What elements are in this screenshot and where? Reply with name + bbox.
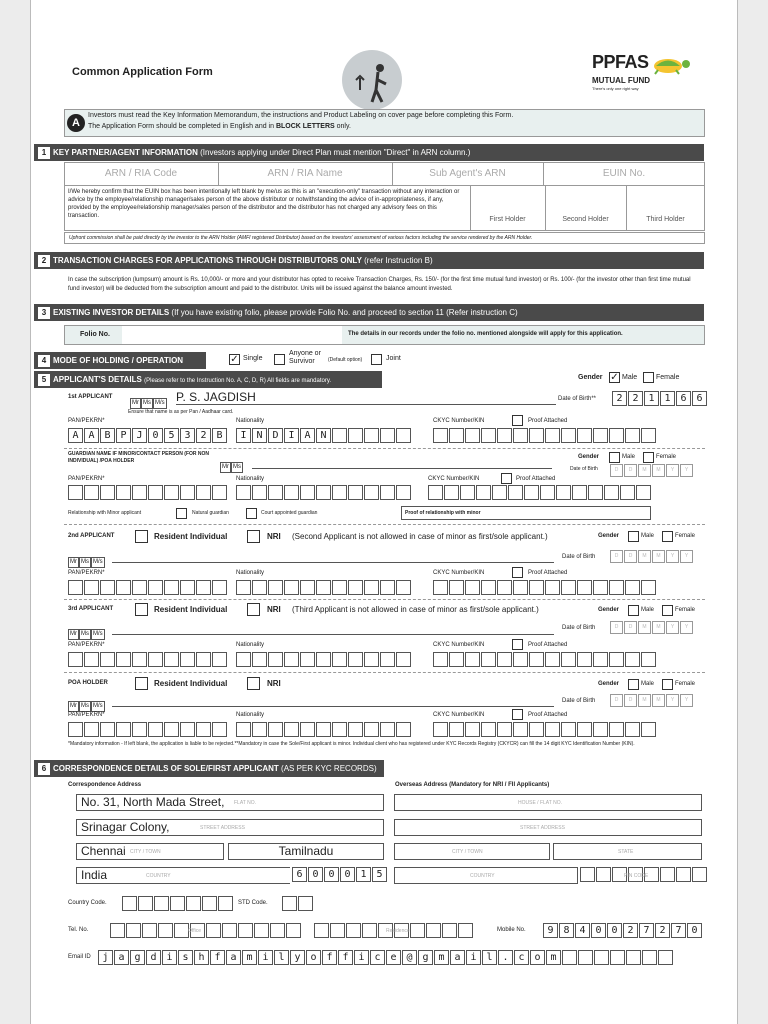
male-label: Male <box>622 374 638 381</box>
second-female-label: Female <box>675 533 696 539</box>
ensure-name-note: Ensure that name is as per Pan / Aadhaar card. <box>128 409 234 415</box>
third-resident-checkbox[interactable] <box>135 603 148 616</box>
overseas-country-placeholder: COUNTRY <box>470 873 495 879</box>
logo-tagline: There's only one right way <box>592 86 639 91</box>
second-ckyc-boxes[interactable] <box>433 580 657 595</box>
dob-label: Date of Birth** <box>558 396 597 402</box>
third-ckyc-boxes[interactable] <box>433 652 657 667</box>
arn-name-field[interactable]: ARN / RIA Name <box>267 168 343 179</box>
guardian-dob-boxes[interactable]: D D M M Y Y <box>610 464 694 477</box>
anyone-survivor-label: Anyone or Survivor <box>289 350 321 365</box>
address-line-1[interactable]: No. 31, North Mada Street, <box>76 794 384 811</box>
nationality-boxes[interactable]: I N D I A N <box>236 428 412 443</box>
correspondence-address-label: Correspondence Address <box>68 782 142 788</box>
male-checkbox[interactable]: ✓ <box>610 372 619 383</box>
second-pan-label: PAN/PEKRN* <box>68 570 105 576</box>
poa-name-line[interactable] <box>112 706 554 707</box>
second-proof-label: Proof Attached <box>528 570 568 576</box>
section-4-header: 4 MODE OF HOLDING / OPERATION <box>34 352 206 369</box>
poa-nri-checkbox[interactable] <box>247 677 260 690</box>
nationality-label: Nationality <box>236 418 265 424</box>
third-female-label: Female <box>675 607 696 613</box>
second-applicant-label: 2nd APPLICANT <box>68 533 115 539</box>
poa-nationality-boxes[interactable] <box>236 722 412 737</box>
natural-guardian-checkbox[interactable] <box>176 508 187 519</box>
poa-proof-checkbox[interactable] <box>512 709 523 720</box>
female-label: Female <box>656 374 680 381</box>
third-dob-label: Date of Birth <box>562 625 596 631</box>
arn-code-field[interactable]: ARN / RIA Code <box>104 168 178 179</box>
third-male-checkbox[interactable] <box>628 605 639 616</box>
poa-proof-label: Proof Attached <box>528 712 568 718</box>
second-nationality-label: Nationality <box>236 570 265 576</box>
guardian-ckyc-label: CKYC Number/KIN <box>428 476 480 482</box>
turtle-logo-icon <box>646 55 696 75</box>
pan-boxes[interactable]: A A B P J 0 5 3 2 B <box>68 428 228 443</box>
country-code-label: Country Code. <box>68 900 107 906</box>
section-6-header: 6 CORRESPONDENCE DETAILS OF SOLE/FIRST APPLICANT (AS PER KYC RECORDS) <box>34 760 384 777</box>
court-guardian-label: Court appointed guardian <box>261 510 318 516</box>
guardian-pan-label: PAN/PEKRN* <box>68 476 105 482</box>
poa-dob-boxes[interactable]: D D M M Y Y <box>610 694 694 707</box>
mandatory-footnote: *Mandatory information - If left blank, the application is liable to be rejected.**Mandatory in case the Sole/First applicant is minor. Individual client who has registered under KYC Records Registry (CKYCR) can fill the 14 digit KYC Identification Number (KIN). <box>68 741 635 747</box>
guardian-male-label: Male <box>622 454 636 460</box>
folio-label: Folio No. <box>80 331 110 338</box>
second-holder-sign[interactable]: Second Holder <box>562 216 609 223</box>
second-gender-label: Gender <box>598 533 620 539</box>
second-proof-checkbox[interactable] <box>512 567 523 578</box>
country-placeholder: COUNTRY <box>146 873 171 879</box>
address-line-2[interactable]: Srinagar Colony, <box>76 819 384 836</box>
guardian-label: GUARDIAN NAME IF MINOR/CONTACT PERSON (FOR NON INDIVIDUAL) /POA HOLDER <box>68 451 210 464</box>
folio-note: The details in our records under the folio no. mentioned alongside will apply for this application. <box>348 331 623 337</box>
mobile-boxes[interactable]: 9 8 4 0 0 2 7 2 7 0 <box>543 923 703 938</box>
joint-checkbox[interactable] <box>371 354 382 365</box>
guardian-title-selector[interactable]: Mr Ms <box>220 455 243 473</box>
country-field[interactable]: India <box>76 867 290 884</box>
std-code-boxes[interactable] <box>282 896 314 911</box>
poa-pan-boxes[interactable] <box>68 722 228 737</box>
ckyc-label: CKYC Number/KIN <box>433 418 485 424</box>
guardian-male-checkbox[interactable] <box>609 452 620 463</box>
dob-boxes[interactable]: 2 2 1 1 6 6 <box>612 391 708 406</box>
poa-nationality-label: Nationality <box>236 712 265 718</box>
first-applicant-name[interactable]: P. S. JAGDISH <box>176 390 556 405</box>
single-label: Single <box>243 355 263 362</box>
natural-guardian-label: Natural guardian <box>192 510 229 516</box>
overseas-city-placeholder: CITY / TOWN <box>452 849 483 855</box>
second-resident-checkbox[interactable] <box>135 530 148 543</box>
overseas-address-label: Overseas Address (Mandatory for NRI / FII Applicants) <box>395 782 550 788</box>
poa-dob-label: Date of Birth <box>562 698 596 704</box>
first-applicant-label: 1st APPLICANT <box>68 394 113 400</box>
third-gender-label: Gender <box>598 607 620 613</box>
sub-agent-arn-field[interactable]: Sub Agent's ARN <box>429 168 506 179</box>
section-2-header: 2 TRANSACTION CHARGES FOR APPLICATIONS THROUGH DISTRIBUTORS ONLY (refer Instruction B) <box>34 252 704 269</box>
third-proof-label: Proof Attached <box>528 642 568 648</box>
info-line-1: Investors must read the Key Information Memorandum, the instructions and Product Labeling on cover page before completing this Form. <box>88 112 514 119</box>
third-nri-label: NRI <box>267 605 281 614</box>
second-dob-boxes[interactable]: D D M M Y Y <box>610 550 694 563</box>
third-note: (Third Applicant is not allowed in case of minor as first/sole applicant.) <box>292 605 539 614</box>
overseas-state-placeholder: STATE <box>618 849 634 855</box>
poa-resident-label: Resident Individual <box>154 679 228 688</box>
second-ckyc-label: CKYC Number/KIN <box>433 570 485 576</box>
joint-label: Joint <box>386 355 401 362</box>
guardian-name-line[interactable] <box>252 468 552 469</box>
poa-nri-label: NRI <box>267 679 281 688</box>
guardian-pan-boxes[interactable] <box>68 485 228 500</box>
second-note: (Second Applicant is not allowed in case of minor as first/sole applicant.) <box>292 532 548 541</box>
upfront-commission-note: Upfront commission shall be paid directly by the investor to the ARN Holder (AMFI registered Distributor) based on the investors' assessment of various factors including the service rendered by the ARN Holder. <box>64 232 705 244</box>
euin-declaration-text: I/We hereby confirm that the EUIN box has been intentionally left blank by me/us as this is an "execution-only" transaction without any interaction or advice by the employee/relationship manager/sales person of the above distributor or notwithstanding the advice of in-appropriateness, if any, provided by the employee/relationship manager/sales person of the distributor and the distributor has not charged any advisory fees on this transaction. <box>68 189 460 219</box>
poa-pan-label: PAN/PEKRN* <box>68 712 105 718</box>
residence-placeholder: Residence <box>386 928 410 934</box>
second-nri-label: NRI <box>267 532 281 541</box>
poa-holder-label: POA HOLDER <box>68 680 108 686</box>
section-5-header: 5 APPLICANT'S DETAILS (Please refer to the Instruction No. A, C, D, R) All fields are mandatory. <box>34 371 382 388</box>
third-dob-boxes[interactable]: D D M M Y Y <box>610 621 694 634</box>
second-nationality-boxes[interactable] <box>236 580 412 595</box>
transaction-charges-text: In case the subscription (lumpsum) amount is Rs. 10,000/- or more and your distributor has opted to receive Transaction Charges, Rs. 150/- (for the first time mutual fund investor) or Rs. 100/- (for the investor other than first time mutual fund investor) will be deducted from the subscription amount and paid to the distributor. Units will be issued against the balance amount invested. <box>68 277 691 292</box>
section-3-header: 3 EXISTING INVESTOR DETAILS (If you have existing folio, please provide Folio No. and proceed to section 11 (Refer instruction C) <box>34 304 704 321</box>
proof-relationship-label: Proof of relationship with minor <box>405 510 481 516</box>
poa-male-checkbox[interactable] <box>628 679 639 690</box>
form-title: Common Application Form <box>72 66 213 78</box>
guardian-gender-label: Gender <box>578 454 600 460</box>
gender-label: Gender <box>578 374 603 381</box>
proof-attached-checkbox[interactable] <box>512 415 523 426</box>
third-ckyc-label: CKYC Number/KIN <box>433 642 485 648</box>
office-placeholder: Office <box>188 928 201 934</box>
second-title-selector[interactable]: Mr Ms M/s <box>68 550 105 568</box>
guardian-ckyc-boxes[interactable] <box>428 485 652 500</box>
poa-title-selector[interactable]: Mr Ms M/s <box>68 694 105 712</box>
second-nri-checkbox[interactable] <box>247 530 260 543</box>
state-field[interactable]: Tamilnadu <box>228 843 384 860</box>
email-boxes[interactable]: j a g d i s h f a m i l y o f f i c e @ g m a i l . c o m <box>98 950 674 965</box>
second-name-line[interactable] <box>112 562 554 563</box>
ckyc-boxes[interactable] <box>433 428 657 443</box>
default-option-note: (Default option) <box>328 357 363 363</box>
city-placeholder: CITY / TOWN <box>130 849 161 855</box>
second-male-label: Male <box>641 533 655 539</box>
tel-office-boxes[interactable] <box>110 923 302 938</box>
guardian-proof-label: Proof Attached <box>516 476 556 482</box>
poa-gender-label: Gender <box>598 681 620 687</box>
third-nationality-label: Nationality <box>236 642 265 648</box>
title-selector[interactable]: Mr Ms M/s <box>130 391 167 409</box>
ppfas-logo: PPFAS <box>592 52 649 72</box>
third-female-checkbox[interactable] <box>662 605 673 616</box>
house-flat-placeholder: HOUSE / FLAT NO. <box>518 800 562 806</box>
guardian-female-checkbox[interactable] <box>643 452 654 463</box>
poa-female-label: Female <box>675 681 696 687</box>
logo-subtitle: MUTUAL FUND <box>592 76 651 85</box>
poa-ckyc-boxes[interactable] <box>433 722 657 737</box>
third-nri-checkbox[interactable] <box>247 603 260 616</box>
pin-code-boxes[interactable]: 6 0 0 0 1 5 <box>292 867 388 882</box>
guardian-dob-label: Date of Birth <box>570 466 598 472</box>
second-dob-label: Date of Birth <box>562 554 596 560</box>
poa-ckyc-label: CKYC Number/KIN <box>433 712 485 718</box>
country-code-boxes[interactable] <box>122 896 234 911</box>
overseas-street-placeholder: STREET ADDRESS <box>520 825 565 831</box>
third-pan-boxes[interactable] <box>68 652 228 667</box>
second-pan-boxes[interactable] <box>68 580 228 595</box>
info-line-2: The Application Form should be completed in English and in BLOCK LETTERS only. <box>88 123 351 130</box>
tree-illustration <box>342 50 402 110</box>
section-a-badge: A <box>67 114 85 132</box>
guardian-female-label: Female <box>656 454 677 460</box>
mobile-label: Mobile No. <box>497 927 526 933</box>
second-female-checkbox[interactable] <box>662 531 673 542</box>
proof-attached-label: Proof Attached <box>528 418 568 424</box>
pan-label: PAN/PEKRN* <box>68 418 105 424</box>
guardian-proof-checkbox[interactable] <box>501 473 512 484</box>
poa-male-label: Male <box>641 681 655 687</box>
third-male-label: Male <box>641 607 655 613</box>
section-1-header: 1 KEY PARTNER/AGENT INFORMATION (Investors applying under Direct Plan must mention "Direct" in ARN column.) <box>34 144 704 161</box>
poa-female-checkbox[interactable] <box>662 679 673 690</box>
third-resident-label: Resident Individual <box>154 605 228 614</box>
third-nationality-boxes[interactable] <box>236 652 412 667</box>
third-pan-label: PAN/PEKRN* <box>68 642 105 648</box>
third-title-selector[interactable]: Mr Ms M/s <box>68 622 105 640</box>
third-applicant-label: 3rd APPLICANT <box>68 606 114 612</box>
second-male-checkbox[interactable] <box>628 531 639 542</box>
guardian-nationality-boxes[interactable] <box>236 485 412 500</box>
pin-code-placeholder: PIN CODE <box>624 873 649 879</box>
second-resident-label: Resident Individual <box>154 532 228 541</box>
street-placeholder: STREET ADDRESS <box>200 825 245 831</box>
relationship-label: Relationship with Minor applicant <box>68 510 142 516</box>
female-checkbox[interactable] <box>643 372 654 383</box>
third-holder-sign[interactable]: Third Holder <box>646 216 685 223</box>
std-code-label: STD Code. <box>238 900 268 906</box>
guardian-nationality-label: Nationality <box>236 476 265 482</box>
court-guardian-checkbox[interactable] <box>246 508 257 519</box>
folio-input[interactable] <box>122 326 342 344</box>
single-checkbox[interactable]: ✓ <box>230 354 239 365</box>
third-proof-checkbox[interactable] <box>512 639 523 650</box>
first-holder-sign[interactable]: First Holder <box>489 216 526 223</box>
flat-no-placeholder: FLAT NO. <box>234 800 257 806</box>
city-field[interactable]: Chennai <box>76 843 224 860</box>
poa-resident-checkbox[interactable] <box>135 677 148 690</box>
email-label: Email ID <box>68 954 91 960</box>
euin-field[interactable]: EUIN No. <box>602 168 646 179</box>
third-name-line[interactable] <box>112 634 554 635</box>
anyone-survivor-checkbox[interactable] <box>274 354 285 365</box>
tel-label: Tel. No. <box>68 927 89 933</box>
